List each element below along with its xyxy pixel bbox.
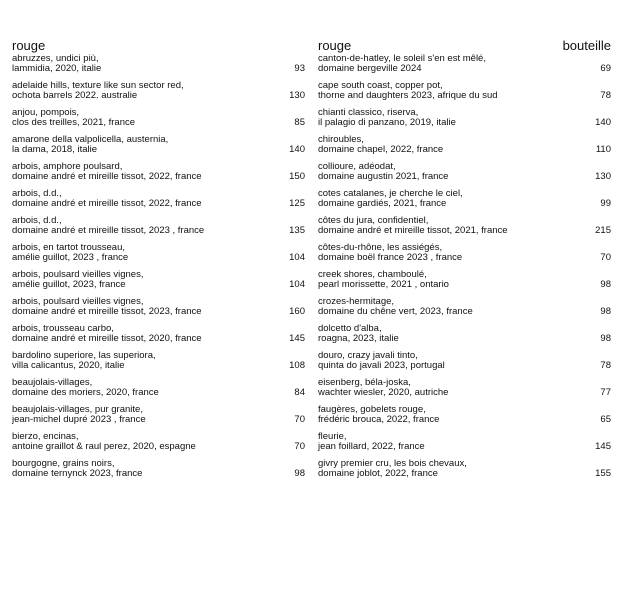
wine-entry <box>12 351 305 378</box>
wine-appellation: cotes catalanes, je cherche le ciel, <box>318 188 463 199</box>
wine-price: 98 <box>600 332 611 344</box>
wine-list <box>318 54 611 486</box>
wine-entry <box>12 216 305 243</box>
wine-price: 98 <box>600 278 611 290</box>
wine-entry <box>318 135 611 162</box>
wine-price: 155 <box>595 467 611 479</box>
wine-producer: domaine andré et mireille tissot, 2021, france <box>318 224 508 236</box>
wine-appellation: bierzo, encinas, <box>12 431 79 442</box>
wine-price: 104 <box>289 251 305 263</box>
wine-price: 135 <box>289 224 305 236</box>
price-unit-label: bouteille <box>562 38 611 53</box>
wine-entry <box>318 270 611 297</box>
wine-producer: domaine augustin 2021, france <box>318 170 449 182</box>
wine-price: 140 <box>289 143 305 155</box>
wine-price: 85 <box>294 116 305 128</box>
wine-price: 110 <box>595 143 611 155</box>
wine-appellation: dolcetto d'alba, <box>318 323 382 334</box>
wine-producer: domaine boël france 2023 , france <box>318 251 463 263</box>
wine-price: 78 <box>600 359 611 371</box>
wine-entry <box>318 216 611 243</box>
wine-entry <box>318 432 611 459</box>
wine-producer: domaine des moriers, 2020, france <box>12 386 159 398</box>
wine-producer: clos des treilles, 2021, france <box>12 116 136 128</box>
wine-producer: villa calicantus, 2020, italie <box>12 359 125 371</box>
wine-entry <box>12 324 305 351</box>
right-column <box>318 38 611 486</box>
wine-entry <box>12 270 305 297</box>
wine-entry <box>12 243 305 270</box>
wine-producer: domaine ternynck 2023, france <box>12 467 143 479</box>
wine-producer: quinta do javali 2023, portugal <box>318 359 445 371</box>
wine-appellation: faugères, gobelets rouge, <box>318 404 426 415</box>
wine-producer: domaine chapel, 2022, france <box>318 143 444 155</box>
wine-appellation: bardolino superiore, las superiora, <box>12 350 156 361</box>
wine-producer: domaine du chêne vert, 2023, france <box>318 305 473 317</box>
wine-appellation: collioure, adéodat, <box>318 161 396 172</box>
wine-entry <box>12 297 305 324</box>
wine-price: 140 <box>595 116 611 128</box>
wine-entry <box>318 351 611 378</box>
wine-appellation: douro, crazy javali tinto, <box>318 350 418 361</box>
wine-entry <box>12 432 305 459</box>
wine-entry <box>318 405 611 432</box>
wine-producer: domaine andré et mireille tissot, 2023 , france <box>12 224 205 236</box>
wine-producer: ochota barrels 2022. australie <box>12 89 138 101</box>
wine-price: 77 <box>600 386 611 398</box>
wine-price: 99 <box>600 197 611 209</box>
wine-appellation: arbois, d.d., <box>12 215 62 226</box>
wine-producer: amélie guillot, 2023, france <box>12 278 126 290</box>
wine-producer: domaine andré et mireille tissot, 2022, france <box>12 197 202 209</box>
left-column-header <box>12 38 305 54</box>
wine-appellation: chiroubles, <box>318 134 364 145</box>
wine-appellation: creek shores, chamboulé, <box>318 269 427 280</box>
wine-entry <box>318 81 611 108</box>
wine-producer: thorne and daughters 2023, afrique du sud <box>318 89 498 101</box>
wine-producer: il palagio di panzano, 2019, italie <box>318 116 456 128</box>
wine-appellation: arbois, poulsard vieilles vignes, <box>12 296 144 307</box>
wine-price: 145 <box>595 440 611 452</box>
wine-price: 150 <box>289 170 305 182</box>
wine-producer: domaine andré et mireille tissot, 2023, france <box>12 305 202 317</box>
wine-entry <box>12 405 305 432</box>
wine-price: 93 <box>294 62 305 74</box>
wine-price: 70 <box>294 440 305 452</box>
wine-price: 108 <box>289 359 305 371</box>
wine-price: 65 <box>600 413 611 425</box>
wine-entry <box>318 189 611 216</box>
wine-producer: domaine bergeville 2024 <box>318 62 422 74</box>
wine-entry <box>318 108 611 135</box>
wine-producer: frédéric brouca, 2022, france <box>318 413 440 425</box>
wine-producer: domaine joblot, 2022, france <box>318 467 438 479</box>
wine-producer: la dama, 2018, italie <box>12 143 98 155</box>
wine-producer: domaine andré et mireille tissot, 2022, france <box>12 170 202 182</box>
wine-producer: wachter wiesler, 2020, autriche <box>318 386 449 398</box>
wine-entry <box>12 459 305 486</box>
wine-price: 130 <box>289 89 305 101</box>
wine-appellation: beaujolais-villages, <box>12 377 93 388</box>
wine-producer: domaine andré et mireille tissot, 2020, france <box>12 332 202 344</box>
wine-price: 215 <box>595 224 611 236</box>
wine-price: 98 <box>294 467 305 479</box>
wine-entry <box>318 324 611 351</box>
wine-entry <box>12 189 305 216</box>
wine-price: 160 <box>289 305 305 317</box>
wine-price: 84 <box>294 386 305 398</box>
wine-entry <box>318 297 611 324</box>
wine-entry <box>12 54 305 81</box>
wine-price: 70 <box>600 251 611 263</box>
wine-appellation: abruzzes, undici più, <box>12 53 99 64</box>
wine-entry <box>318 378 611 405</box>
wine-entry <box>12 135 305 162</box>
wine-price: 104 <box>289 278 305 290</box>
wine-price: 78 <box>600 89 611 101</box>
wine-entry <box>12 81 305 108</box>
wine-appellation: arbois, d.d., <box>12 188 62 199</box>
wine-entry <box>318 459 611 486</box>
wine-entry <box>12 162 305 189</box>
right-column-header <box>318 38 611 54</box>
wine-entry <box>318 54 611 81</box>
wine-producer: roagna, 2023, italie <box>318 332 399 344</box>
wine-appellation: fleurie, <box>318 431 347 442</box>
wine-price: 69 <box>600 62 611 74</box>
section-heading: rouge <box>12 38 46 53</box>
wine-producer: lammidia, 2020, italie <box>12 62 102 74</box>
wine-appellation: arbois, amphore poulsard, <box>12 161 123 172</box>
wine-appellation: crozes-hermitage, <box>318 296 395 307</box>
wine-appellation: côtes-du-rhône, les assiégés, <box>318 242 443 253</box>
wine-appellation: beaujolais-villages, pur granite, <box>12 404 143 415</box>
wine-entry <box>12 108 305 135</box>
wine-producer: jean foillard, 2022, france <box>318 440 425 452</box>
wine-price: 98 <box>600 305 611 317</box>
wine-list <box>12 54 305 486</box>
wine-appellation: anjou, pompois, <box>12 107 80 118</box>
left-column <box>12 38 305 486</box>
wine-price: 125 <box>289 197 305 209</box>
wine-price: 70 <box>294 413 305 425</box>
wine-appellation: adelaide hills, texture like sun sector red, <box>12 80 184 91</box>
wine-appellation: bourgogne, grains noirs, <box>12 458 115 469</box>
wine-appellation: côtes du jura, confidentiel, <box>318 215 429 226</box>
section-heading: rouge <box>318 38 352 53</box>
wine-producer: antoine graillot & raul perez, 2020, espagne <box>12 440 196 452</box>
wine-appellation: canton-de-hatley, le soleil s'en est mêlé, <box>318 53 486 64</box>
wine-appellation: chianti classico, riserva, <box>318 107 419 118</box>
wine-producer: amélie guillot, 2023 , france <box>12 251 129 263</box>
wine-appellation: arbois, trousseau carbo, <box>12 323 114 334</box>
wine-producer: pearl morissette, 2021 , ontario <box>318 278 449 290</box>
wine-appellation: arbois, en tartot trousseau, <box>12 242 126 253</box>
wine-appellation: amarone della valpolicella, austernia, <box>12 134 169 145</box>
wine-price: 130 <box>595 170 611 182</box>
wine-appellation: eisenberg, béla-joska, <box>318 377 411 388</box>
wine-producer: domaine gardiés, 2021, france <box>318 197 447 209</box>
wine-entry <box>318 162 611 189</box>
wine-producer: jean-michel dupré 2023 , france <box>12 413 146 425</box>
wine-entry <box>318 243 611 270</box>
wine-entry <box>12 378 305 405</box>
wine-appellation: cape south coast, copper pot, <box>318 80 443 91</box>
wine-appellation: arbois, poulsard vieilles vignes, <box>12 269 144 280</box>
wine-price: 145 <box>289 332 305 344</box>
wine-appellation: givry premier cru, les bois chevaux, <box>318 458 467 469</box>
